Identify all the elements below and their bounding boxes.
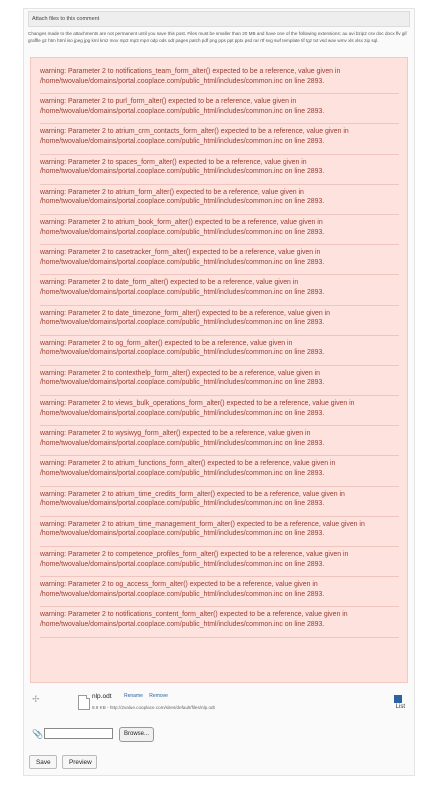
warning-message: warning: Parameter 2 to casetracker_form_alter() expected to be a reference, value given in /home/twovalue/domains/portal.cooplace.com/public_html/includes/common.inc on line 2893. — [40, 245, 399, 275]
attachments-description: Changes made to the attachments are not permanent until you save this post. Files must be smaller than 20 MB and have one of the following extensions: au avi bzip2 csv doc docx flv gif graffle gz htm html iso jpeg jpg kml kmz mov mp2 mp3 mp4 odp ods odt pages patch pdf png pps ppt pptx psd rar rtf svg swf template tif tgz txt vsd wav wmv xls xlsx zip sql. — [28, 31, 407, 43]
form-buttons — [26, 752, 414, 772]
warning-message: warning: Parameter 2 to atrium_time_credits_form_alter() expected to be a reference, value given in /home/twovalue/domains/portal.cooplace.com/public_html/includes/common.inc on line 2893. — [40, 487, 399, 517]
warning-messages — [30, 57, 408, 683]
warning-message: warning: Parameter 2 to notifications_content_form_alter() expected to be a reference, value given in /home/twovalue/domains/portal.cooplace.com/public_html/includes/common.inc on line 2893. — [40, 607, 399, 637]
paperclip-icon: 📎 — [32, 729, 44, 739]
browse-button[interactable]: Browse... — [119, 727, 154, 742]
warning-message: warning: Parameter 2 to atrium_form_alter() expected to be a reference, value given in /home/twovalue/domains/portal.cooplace.com/public_html/includes/common.inc on line 2893. — [40, 185, 399, 215]
warning-message: warning: Parameter 2 to competence_profiles_form_alter() expected to be a reference, value given in /home/twovalue/domains/portal.cooplace.com/public_html/includes/common.inc on line 2893. — [40, 547, 399, 577]
warning-message: warning: Parameter 2 to date_form_alter() expected to be a reference, value given in /home/twovalue/domains/portal.cooplace.com/public_html/includes/common.inc on line 2893. — [40, 275, 399, 305]
preview-button[interactable]: Preview — [62, 755, 97, 769]
file-name: nlp.odt — [92, 693, 112, 700]
warning-message: warning: Parameter 2 to atrium_crm_contacts_form_alter() expected to be a reference, value given in /home/twovalue/domains/portal.cooplace.com/public_html/includes/common.inc on line 2893. — [40, 124, 399, 154]
warning-message: warning: Parameter 2 to purl_form_alter() expected to be a reference, value given in /home/twovalue/domains/portal.cooplace.com/public_html/includes/common.inc on line 2893. — [40, 94, 399, 124]
warning-message: warning: Parameter 2 to atrium_functions_form_alter() expected to be a reference, value given in /home/twovalue/domains/portal.cooplace.com/public_html/includes/common.inc on line 2893. — [40, 456, 399, 486]
warning-message: warning: Parameter 2 to contexthelp_form_alter() expected to be a reference, value given in /home/twovalue/domains/portal.cooplace.com/public_html/includes/common.inc on line 2893. — [40, 366, 399, 396]
warning-message: warning: Parameter 2 to notifications_team_form_alter() expected to be a reference, value given in /home/twovalue/domains/portal.cooplace.com/public_html/includes/common.inc on line 2893. — [40, 64, 399, 94]
upload-row — [30, 727, 406, 743]
warning-message: warning: Parameter 2 to spaces_form_alter() expected to be a reference, value given in /home/twovalue/domains/portal.cooplace.com/public_html/includes/common.inc on line 2893. — [40, 155, 399, 185]
attachments-header: Attach files to this comment — [28, 11, 410, 27]
attached-file-row — [30, 693, 406, 719]
warning-message: warning: Parameter 2 to og_access_form_alter() expected to be a reference, value given in /home/twovalue/domains/portal.cooplace.com/public_html/includes/common.inc on line 2893. — [40, 577, 399, 607]
file-upload-input[interactable] — [44, 728, 113, 739]
document-icon — [78, 695, 90, 710]
file-actions — [124, 693, 173, 699]
warning-message: warning: Parameter 2 to views_bulk_operations_form_alter() expected to be a reference, value given in /home/twovalue/domains/portal.cooplace.com/public_html/includes/common.inc on line 2893. — [40, 396, 399, 426]
warning-message: warning: Parameter 2 to og_form_alter() expected to be a reference, value given in /home/twovalue/domains/portal.cooplace.com/public_html/includes/common.inc on line 2893. — [40, 336, 399, 366]
warning-message: warning: Parameter 2 to date_timezone_form_alter() expected to be a reference, value given in /home/twovalue/domains/portal.cooplace.com/public_html/includes/common.inc on line 2893. — [40, 306, 399, 336]
warning-message: warning: Parameter 2 to wysiwyg_form_alter() expected to be a reference, value given in /home/twovalue/domains/portal.cooplace.com/public_html/includes/common.inc on line 2893. — [40, 426, 399, 456]
list-checkbox[interactable] — [394, 695, 402, 703]
attachments-panel — [23, 8, 415, 776]
rename-link[interactable]: Rename — [124, 693, 143, 699]
warning-message: warning: Parameter 2 to atrium_time_management_form_alter() expected to be a reference, value given in /home/twovalue/domains/portal.cooplace.com/public_html/includes/common.inc on line 2893. — [40, 517, 399, 547]
remove-link[interactable]: Remove — [149, 693, 168, 699]
save-button[interactable]: Save — [29, 755, 57, 769]
list-label: List — [395, 704, 405, 710]
warning-message: warning: Parameter 2 to atrium_book_form_alter() expected to be a reference, value given in /home/twovalue/domains/portal.cooplace.com/public_html/includes/common.inc on line 2893. — [40, 215, 399, 245]
drag-handle-icon[interactable]: ✢ — [32, 694, 40, 704]
file-meta: 8.8 KB - http://2value.cooplace.com/sites/default/files/nlp.odt — [92, 705, 215, 710]
